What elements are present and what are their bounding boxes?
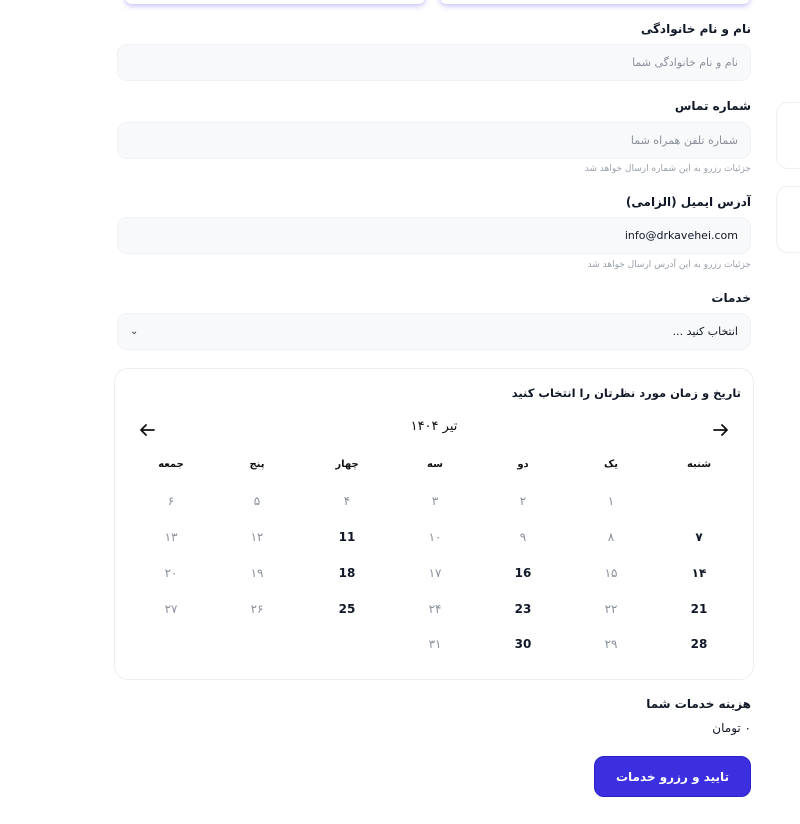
calendar-day[interactable]: ۶ — [167, 494, 175, 508]
calendar-day[interactable]: 18 — [338, 566, 356, 580]
name-label: نام و نام خانوادگی — [640, 22, 751, 36]
side-card-bottom[interactable] — [776, 186, 800, 253]
calendar-day[interactable]: ۹ — [519, 530, 527, 544]
calendar-day[interactable]: ۲۲ — [604, 602, 618, 616]
weekday-label: چهار — [335, 459, 359, 470]
phone-label: شماره تماس — [674, 99, 751, 113]
top-option-button-left[interactable] — [125, 0, 425, 4]
email-input[interactable] — [118, 218, 750, 253]
top-option-button-right[interactable] — [440, 0, 750, 4]
calendar-day[interactable]: 21 — [690, 602, 708, 616]
email-label: آدرس ایمیل (الزامی) — [625, 195, 751, 209]
calendar-day[interactable]: ۱۰ — [428, 530, 442, 544]
calendar-day[interactable]: ۳ — [431, 494, 439, 508]
calendar-title: تاریخ و زمان مورد نظرتان را انتخاب کنید — [511, 386, 741, 400]
weekday-label: دو — [517, 459, 529, 470]
phone-hint: جزئیات رزرو به این شماره ارسال خواهد شد — [584, 164, 751, 174]
calendar-day[interactable]: 23 — [514, 602, 532, 616]
calendar-day[interactable]: ۲۰ — [164, 566, 178, 580]
calendar-day[interactable]: ۳۱ — [428, 637, 442, 651]
calendar-day[interactable]: ۸ — [607, 530, 615, 544]
services-selected-value: انتخاب کنید ... — [672, 325, 738, 338]
calendar-day[interactable]: ۱۵ — [604, 566, 618, 580]
calendar-day[interactable]: ۵ — [253, 494, 261, 508]
calendar-day[interactable]: ۴ — [343, 494, 351, 508]
weekday-label: پنج — [249, 459, 265, 470]
phone-input[interactable] — [118, 123, 750, 158]
previous-month-arrow-icon[interactable] — [135, 419, 159, 441]
calendar-day[interactable]: 16 — [514, 566, 532, 580]
calendar-day[interactable]: ۱۹ — [250, 566, 264, 580]
calendar-day[interactable]: ۲ — [519, 494, 527, 508]
calendar-day[interactable]: ۱۳ — [164, 530, 178, 544]
services-label: خدمات — [711, 291, 751, 305]
weekday-label: سه — [427, 459, 443, 470]
weekday-label: جمعه — [158, 459, 184, 470]
calendar-day[interactable]: ۲۶ — [250, 602, 264, 616]
phone-field-wrapper — [117, 122, 751, 159]
email-hint: جزئیات رزرو به این آدرس ارسال خواهد شد — [587, 260, 751, 270]
calendar-day[interactable]: ۲۷ — [164, 602, 178, 616]
email-field-wrapper — [117, 217, 751, 254]
calendar-day[interactable]: ۱۴ — [691, 566, 707, 580]
calendar-day[interactable]: ۱ — [607, 494, 615, 508]
name-field-wrapper — [117, 44, 751, 81]
calendar-day[interactable]: 28 — [690, 637, 708, 651]
chevron-down-icon: ⌄ — [130, 326, 139, 337]
calendar-day[interactable]: ۱۲ — [250, 530, 264, 544]
calendar-month-label: تیر ۱۴۰۴ — [410, 419, 458, 434]
calendar-day[interactable]: ۲۹ — [604, 637, 618, 651]
weekday-label: یک — [604, 459, 618, 470]
calendar-day[interactable]: ۲۴ — [428, 602, 442, 616]
weekday-label: شنبه — [686, 459, 712, 470]
calendar-day[interactable]: 30 — [514, 637, 532, 651]
confirm-booking-button[interactable]: تایید و رزرو خدمات — [594, 756, 751, 797]
date-picker — [114, 368, 754, 680]
cost-label: هزینه خدمات شما — [646, 697, 751, 711]
calendar-day[interactable]: 25 — [338, 602, 356, 616]
cost-value: ۰ تومان — [712, 721, 751, 735]
calendar-day[interactable]: ۷ — [695, 530, 703, 544]
side-card-top[interactable] — [776, 102, 800, 169]
name-input[interactable] — [118, 45, 750, 80]
calendar-day[interactable]: 11 — [338, 530, 356, 544]
calendar-day[interactable]: ۱۷ — [428, 566, 442, 580]
services-select[interactable] — [117, 313, 751, 350]
